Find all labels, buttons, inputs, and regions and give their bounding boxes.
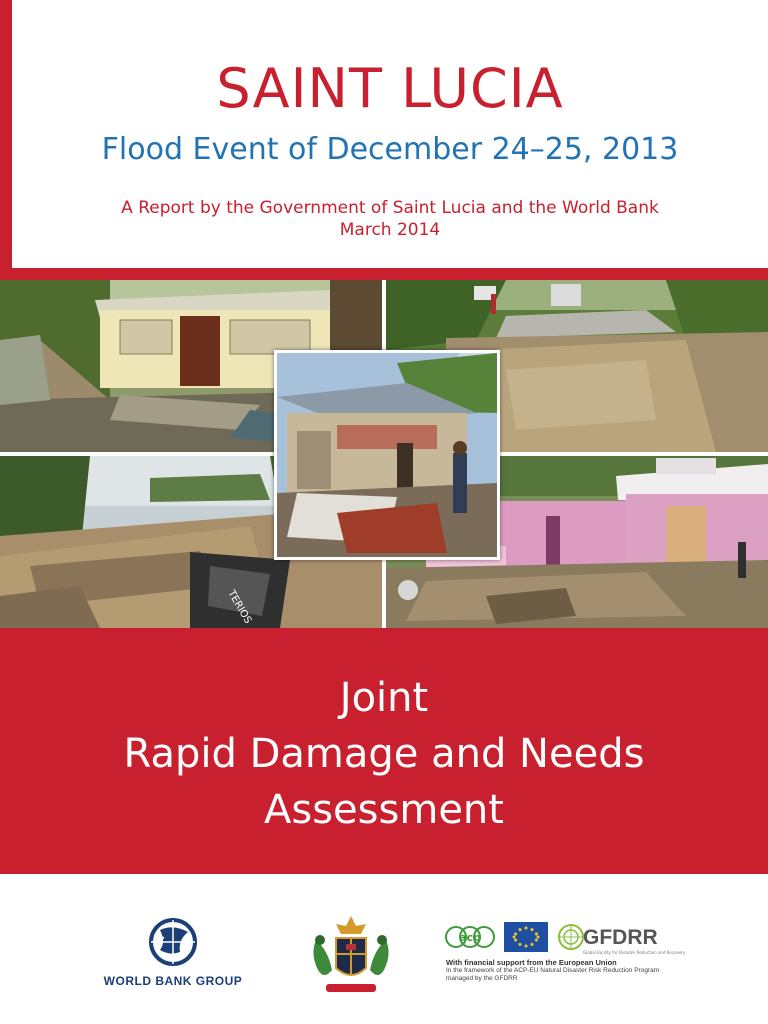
gfdrr-tagline: Global Facility for Disaster Reduction and Recovery [583,950,686,955]
main-title-line-1: Joint [339,675,429,721]
cover-header [12,0,768,268]
gfdrr-label: GFDRR [583,926,658,949]
saint-lucia-coat-of-arms [306,910,396,1002]
acp-logo-icon [444,920,496,954]
world-bank-label: WORLD BANK GROUP [103,974,243,988]
logo-footer [0,874,768,1024]
assessment-title-panel [0,628,768,874]
report-date: March 2014 [339,220,441,240]
eu-flag-icon [504,922,548,952]
partner-logos [444,920,694,1010]
photo-flood-damaged-shack [274,350,500,560]
eu-support-statement: With financial support from the European Union [446,958,617,967]
main-title-line-3: Assessment [264,787,504,833]
acp-logo-text: acp [459,931,481,944]
report-byline [12,197,768,241]
byline-authors: A Report by the Government of Saint Lucia and the World Bank [121,198,659,218]
report-subtitle: Flood Event of December 24–25, 2013 [101,132,679,167]
gfdrr-managed-statement: managed by the GFDRR [446,975,518,982]
car-brand-text: TERIOS [225,588,254,626]
report-title: SAINT LUCIA [216,57,564,120]
header-divider [0,268,768,280]
coat-of-arms-icon [306,910,396,1002]
accent-bar [0,0,12,268]
world-bank-logo [98,916,248,996]
acp-eu-program-statement: In the framework of the ACP-EU Natural Disaster Risk Reduction Program [446,967,660,974]
main-title-line-2: Rapid Damage and Needs [123,731,645,777]
photo-collage [0,280,768,628]
gfdrr-globe-icon [558,924,584,950]
world-bank-globe-icon [98,916,248,972]
